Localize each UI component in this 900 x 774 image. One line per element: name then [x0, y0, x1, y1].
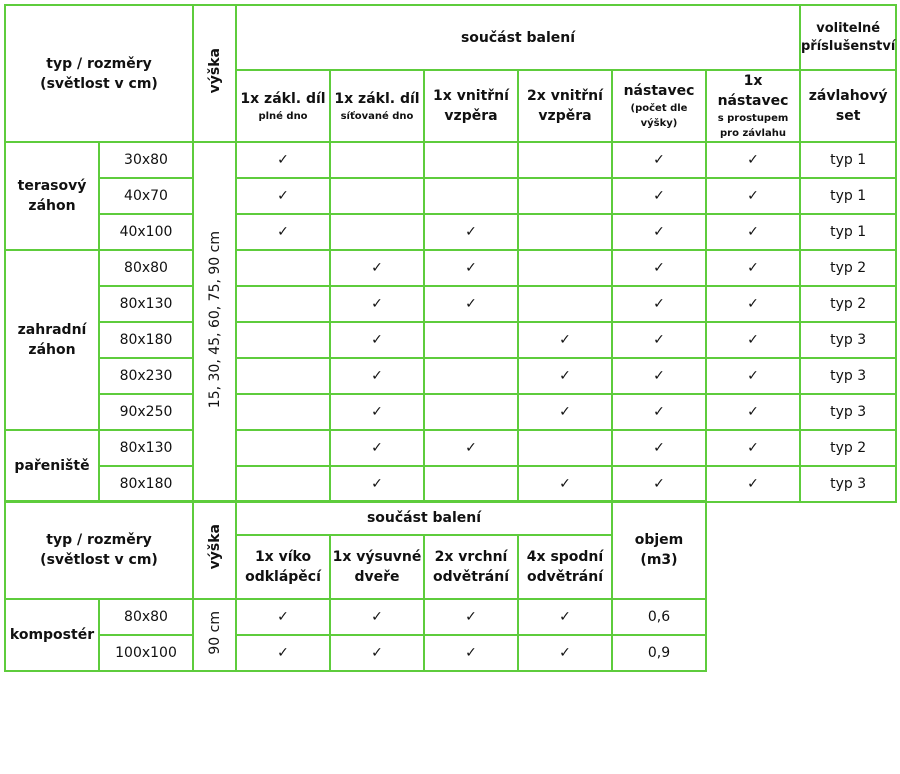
set-cell: typ 3 — [800, 322, 896, 358]
size-cell: 80x180 — [99, 322, 193, 358]
group-terrace-bed: terasový záhon — [5, 142, 99, 250]
check-cell: ✓ — [706, 214, 800, 250]
check-cell: ✓ — [424, 250, 518, 286]
check-cell: ✓ — [236, 214, 330, 250]
size-cell: 40x100 — [99, 214, 193, 250]
check-cell: ✓ — [330, 466, 424, 502]
set-cell: typ 1 — [800, 214, 896, 250]
check-cell: ✓ — [706, 394, 800, 430]
size-cell: 30x80 — [99, 142, 193, 178]
check-cell: ✓ — [706, 178, 800, 214]
check-cell: ✓ — [330, 430, 424, 466]
col-irrigation-set: závlahový set — [800, 70, 896, 142]
heights-cell: 15, 30, 45, 60, 75, 90 cm — [193, 142, 236, 502]
size-cell: 80x130 — [99, 430, 193, 466]
table-row — [5, 214, 896, 250]
size-cell: 80x80 — [99, 599, 193, 635]
size-cell: 100x100 — [99, 635, 193, 671]
check-cell: ✓ — [518, 599, 612, 635]
check-cell: ✓ — [706, 286, 800, 322]
check-cell: ✓ — [706, 142, 800, 178]
size-cell: 90x250 — [99, 394, 193, 430]
table-row — [5, 430, 896, 466]
type-size-header: typ / rozměry (světlost v cm) — [5, 5, 193, 142]
table-row — [5, 178, 896, 214]
optional-header: volitelné příslušenství — [800, 5, 896, 70]
check-cell: ✓ — [424, 599, 518, 635]
group-composter: kompostér — [5, 599, 99, 671]
table-row — [5, 322, 896, 358]
check-cell: ✓ — [706, 250, 800, 286]
check-cell: ✓ — [612, 394, 706, 430]
check-cell: ✓ — [518, 394, 612, 430]
check-cell: ✓ — [706, 322, 800, 358]
col-extension: nástavec (počet dle výšky) — [612, 70, 706, 142]
col-extension-irrigation: 1x nástavec s prostupem pro závlahu — [706, 70, 800, 142]
height-cell: 90 cm — [193, 599, 236, 671]
check-cell: ✓ — [612, 214, 706, 250]
check-cell: ✓ — [330, 599, 424, 635]
table-row — [5, 286, 896, 322]
set-cell: typ 3 — [800, 466, 896, 502]
check-cell: ✓ — [236, 142, 330, 178]
table-row — [5, 358, 896, 394]
set-cell: typ 2 — [800, 430, 896, 466]
check-cell: ✓ — [236, 635, 330, 671]
check-cell: ✓ — [612, 286, 706, 322]
table-row — [5, 599, 706, 635]
check-cell: ✓ — [330, 635, 424, 671]
check-cell: ✓ — [330, 394, 424, 430]
group-garden-bed: zahradní záhon — [5, 250, 99, 430]
set-cell: typ 3 — [800, 358, 896, 394]
check-cell: ✓ — [612, 430, 706, 466]
volume-cell: 0,9 — [612, 635, 706, 671]
composter-table — [4, 500, 707, 672]
table-row — [5, 142, 896, 178]
check-cell: ✓ — [518, 322, 612, 358]
package-header: součást balení — [236, 5, 800, 70]
col-base-solid: 1x zákl. díl plné dno — [236, 70, 330, 142]
size-cell: 80x80 — [99, 250, 193, 286]
table-row — [5, 466, 896, 502]
check-cell: ✓ — [236, 178, 330, 214]
col-bottom-vent: 4x spodní odvětrání — [518, 535, 612, 599]
check-cell: ✓ — [424, 286, 518, 322]
set-cell: typ 2 — [800, 250, 896, 286]
col-top-vent: 2x vrchní odvětrání — [424, 535, 518, 599]
height-header: výška — [193, 501, 236, 599]
check-cell: ✓ — [612, 142, 706, 178]
set-cell: typ 2 — [800, 286, 896, 322]
check-cell: ✓ — [424, 214, 518, 250]
volume-header: objem (m3) — [612, 501, 706, 599]
check-cell: ✓ — [612, 322, 706, 358]
check-cell: ✓ — [706, 358, 800, 394]
group-greenhouse: pařeniště — [5, 430, 99, 502]
set-cell: typ 3 — [800, 394, 896, 430]
volume-cell: 0,6 — [612, 599, 706, 635]
type-size-header: typ / rozměry (světlost v cm) — [5, 501, 193, 599]
package-header: součást balení — [236, 501, 612, 535]
set-cell: typ 1 — [800, 178, 896, 214]
col-inner-strut-2: 2x vnitřní vzpěra — [518, 70, 612, 142]
check-cell: ✓ — [330, 322, 424, 358]
check-cell: ✓ — [518, 635, 612, 671]
check-cell: ✓ — [518, 466, 612, 502]
check-cell: ✓ — [706, 466, 800, 502]
col-lid: 1x víko odklápěcí — [236, 535, 330, 599]
size-cell: 80x130 — [99, 286, 193, 322]
check-cell: ✓ — [330, 358, 424, 394]
size-cell: 80x230 — [99, 358, 193, 394]
check-cell: ✓ — [706, 430, 800, 466]
col-base-mesh: 1x zákl. díl síťované dno — [330, 70, 424, 142]
size-cell: 40x70 — [99, 178, 193, 214]
check-cell: ✓ — [612, 250, 706, 286]
table-row — [5, 250, 896, 286]
check-cell: ✓ — [424, 430, 518, 466]
col-inner-strut-1: 1x vnitřní vzpěra — [424, 70, 518, 142]
col-sliding-door: 1x výsuvné dveře — [330, 535, 424, 599]
check-cell: ✓ — [424, 635, 518, 671]
raised-beds-table — [4, 4, 897, 503]
check-cell: ✓ — [236, 599, 330, 635]
check-cell: ✓ — [612, 466, 706, 502]
check-cell: ✓ — [330, 286, 424, 322]
check-cell: ✓ — [330, 250, 424, 286]
size-cell: 80x180 — [99, 466, 193, 502]
table-row — [5, 635, 706, 671]
set-cell: typ 1 — [800, 142, 896, 178]
check-cell: ✓ — [612, 358, 706, 394]
height-header: výška — [193, 5, 236, 142]
table-row — [5, 394, 896, 430]
check-cell: ✓ — [612, 178, 706, 214]
check-cell: ✓ — [518, 358, 612, 394]
